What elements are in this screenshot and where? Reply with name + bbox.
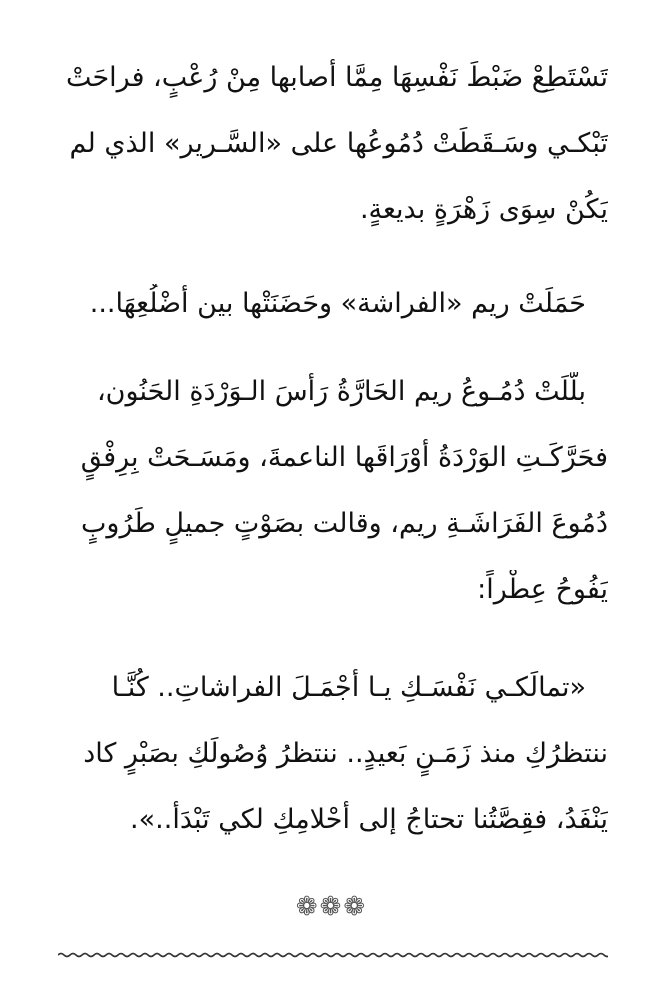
paragraph-line: يَنْفَدُ، فقِصَّتُنا تحتاجُ إلى أَحْلامِكِ لكي تَبْدَأ..». bbox=[130, 804, 608, 835]
paragraph-4 bbox=[58, 668, 608, 866]
paragraph-3 bbox=[58, 372, 608, 636]
wavy-divider bbox=[58, 948, 608, 962]
paragraph-2 bbox=[58, 284, 608, 350]
paragraph-line: يَكُنْ سِوَى زَهْرَةٍ بديعةٍ. bbox=[359, 194, 608, 225]
paragraph-line: تَسْتَطِعْ ضَبْطَ نَفْسِهَا مِمَّا أصابها مِنْ رُعْبٍ، فراحَتْ bbox=[65, 62, 608, 93]
paragraph-line: فحَرَّكَـتِ الوَرْدَةُ أَوْرَاقَها الناعمةَ، ومَسَـحَتْ بِرِفْقٍ bbox=[80, 442, 608, 473]
paragraph-line: «تمالَكـي نَفْسَـكِ يـا أَجْمَـلَ الفراشاتِ.. كُنَّـا bbox=[111, 672, 586, 703]
paragraph-line: يَفُوحُ عِطْراً: bbox=[477, 574, 608, 605]
paragraph-line: بلَّلَتْ دُمُـوعُ ريم الحَارَّةُ رَأْسَ الـوَرْدَةِ الحَنُون، bbox=[96, 376, 586, 407]
paragraph-1 bbox=[58, 58, 608, 256]
wavy-divider-line bbox=[58, 954, 608, 957]
paragraph-line: تَبْكـي وسَـقَطَتْ دُمُوعُها على «السَّـرير» الذي لم bbox=[69, 128, 608, 159]
paragraph-line: ننتظرُكِ منذ زَمَـنٍ بَعيدٍ.. ننتظرُ وُصُولَكِ بصَبْرٍ كاد bbox=[83, 738, 608, 769]
paragraph-line: دُمُوعَ الفَرَاشَـةِ ريم، وقالت بصَوْتٍ جميلٍ طَرُوبٍ bbox=[80, 508, 608, 539]
section-ornament: ❁❁❁ bbox=[295, 892, 368, 922]
paragraph-line: حَمَلَتْ ريم «الفراشة» وحَضَنَتْها بين أَضْلُعِهَا... bbox=[89, 288, 586, 319]
